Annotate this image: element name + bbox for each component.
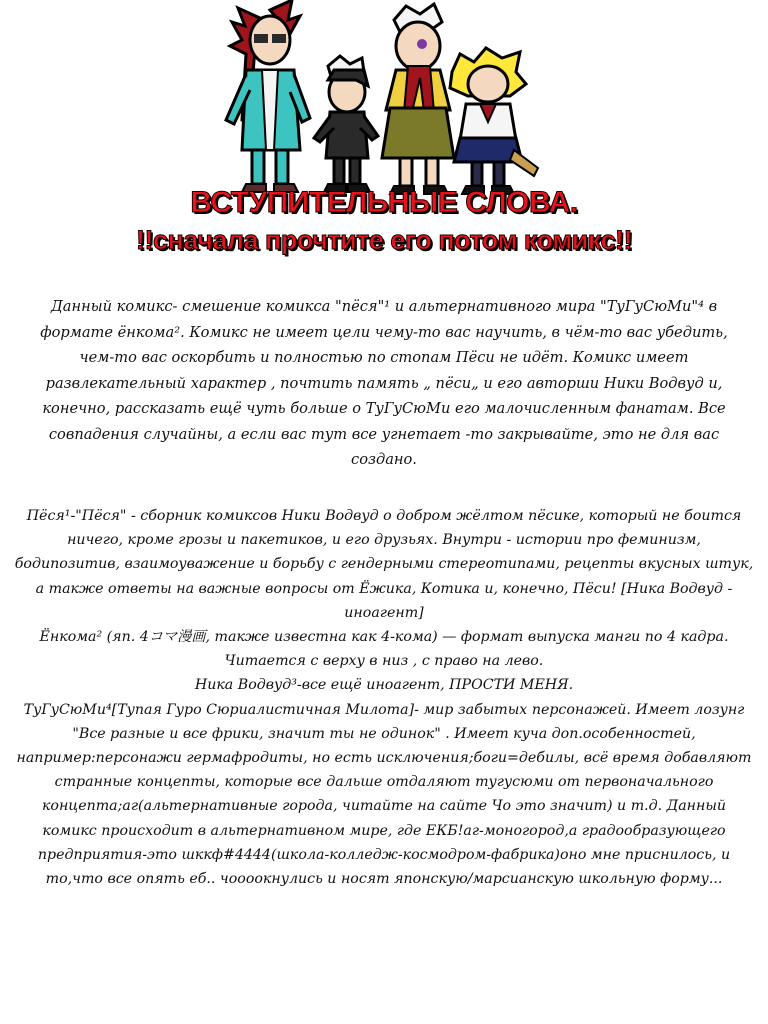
footnote-nika: Ника Водвуд³-все ещё иноагент, ПРОСТИ МЕНЯ. bbox=[194, 677, 574, 694]
character-dark-small bbox=[314, 56, 378, 192]
character-olive-skirt bbox=[382, 4, 454, 194]
footnote-tugusyumi: ТуГуСюМи⁴[Тупая Гуро Сюриалистичная Милота]- мир забытых персонажей. Имеет лозунг "Все разные и все фрики, значит ты не одинок" . Имеет куча доп.особенностей, например:персонажи гермафродиты, но есть исключения;боги=дебилы, всё время добавляют странные концепты, которые все дальше отдаляют тугусюми от первоначального концепта;аг(альтернативные города, читайте на сайте Чо это значит) и т.д. Данный комикс происходит в альтернативном мире, где ЕКБ!аг-моногород,а градообразующего предприятия-это шккф#4444(школа-колледж-космодром-фабрика)оно мне приснилось, и то,что все опять еб.. чоооокнулись и носят японскую/марсианскую школьную форму... bbox=[16, 701, 752, 888]
comic-characters-illustration bbox=[150, 0, 550, 200]
intro-subtitle: !!сначала прочтите его потом комикс!! bbox=[136, 225, 632, 255]
footnote-yonkoma: Ёнкома² (яп. 4コマ漫画, также известна как 4-кома) — формат выпуска манги по 4 кадра. Читается с верху в низ , с право на лево. bbox=[39, 629, 729, 670]
intro-paragraph: Данный комикс- смешение комикса "пёся"¹ и альтернативного мира "ТуГуСюМи"⁴ в формате ёнкома². Комикс не имеет цели чему-то вас научить, в чём-то вас убедить, чем-то вас оскорбить и полностью по стопам Пёси не идёт. Комикс имеет развлекательный характер , почтить память „ пёси„ и его авторши Ники Водвуд и, конечно, рассказать ещё чуть больше о ТуГуСюМи его малочисленным фанатам. Все совпадения случайны, а если вас тут все угнетает -то закрывайте, это не для вас создано. bbox=[40, 298, 728, 468]
footnote-pesya: Пёся¹-"Пёся" - сборник комиксов Ники Водвуд о добром жёлтом пёсике, который не боится ничего, кроме грозы и пакетиков, и его друзьях. Внутри - истории про феминизм, бодипозитив, взаимоуважение и борьбу с гендерными стереотипами, рецепты вкусных штук, а также ответы на важные вопросы от Ёжика, Котика и, конечно, Пёси! [Ника Водвуд - иноагент] bbox=[14, 508, 754, 621]
intro-title: ВСТУПИТЕЛЬНЫЕ СЛОВА. bbox=[190, 186, 578, 219]
footnotes-block bbox=[14, 504, 754, 891]
character-blonde bbox=[450, 48, 538, 194]
character-red-hair bbox=[226, 0, 310, 192]
